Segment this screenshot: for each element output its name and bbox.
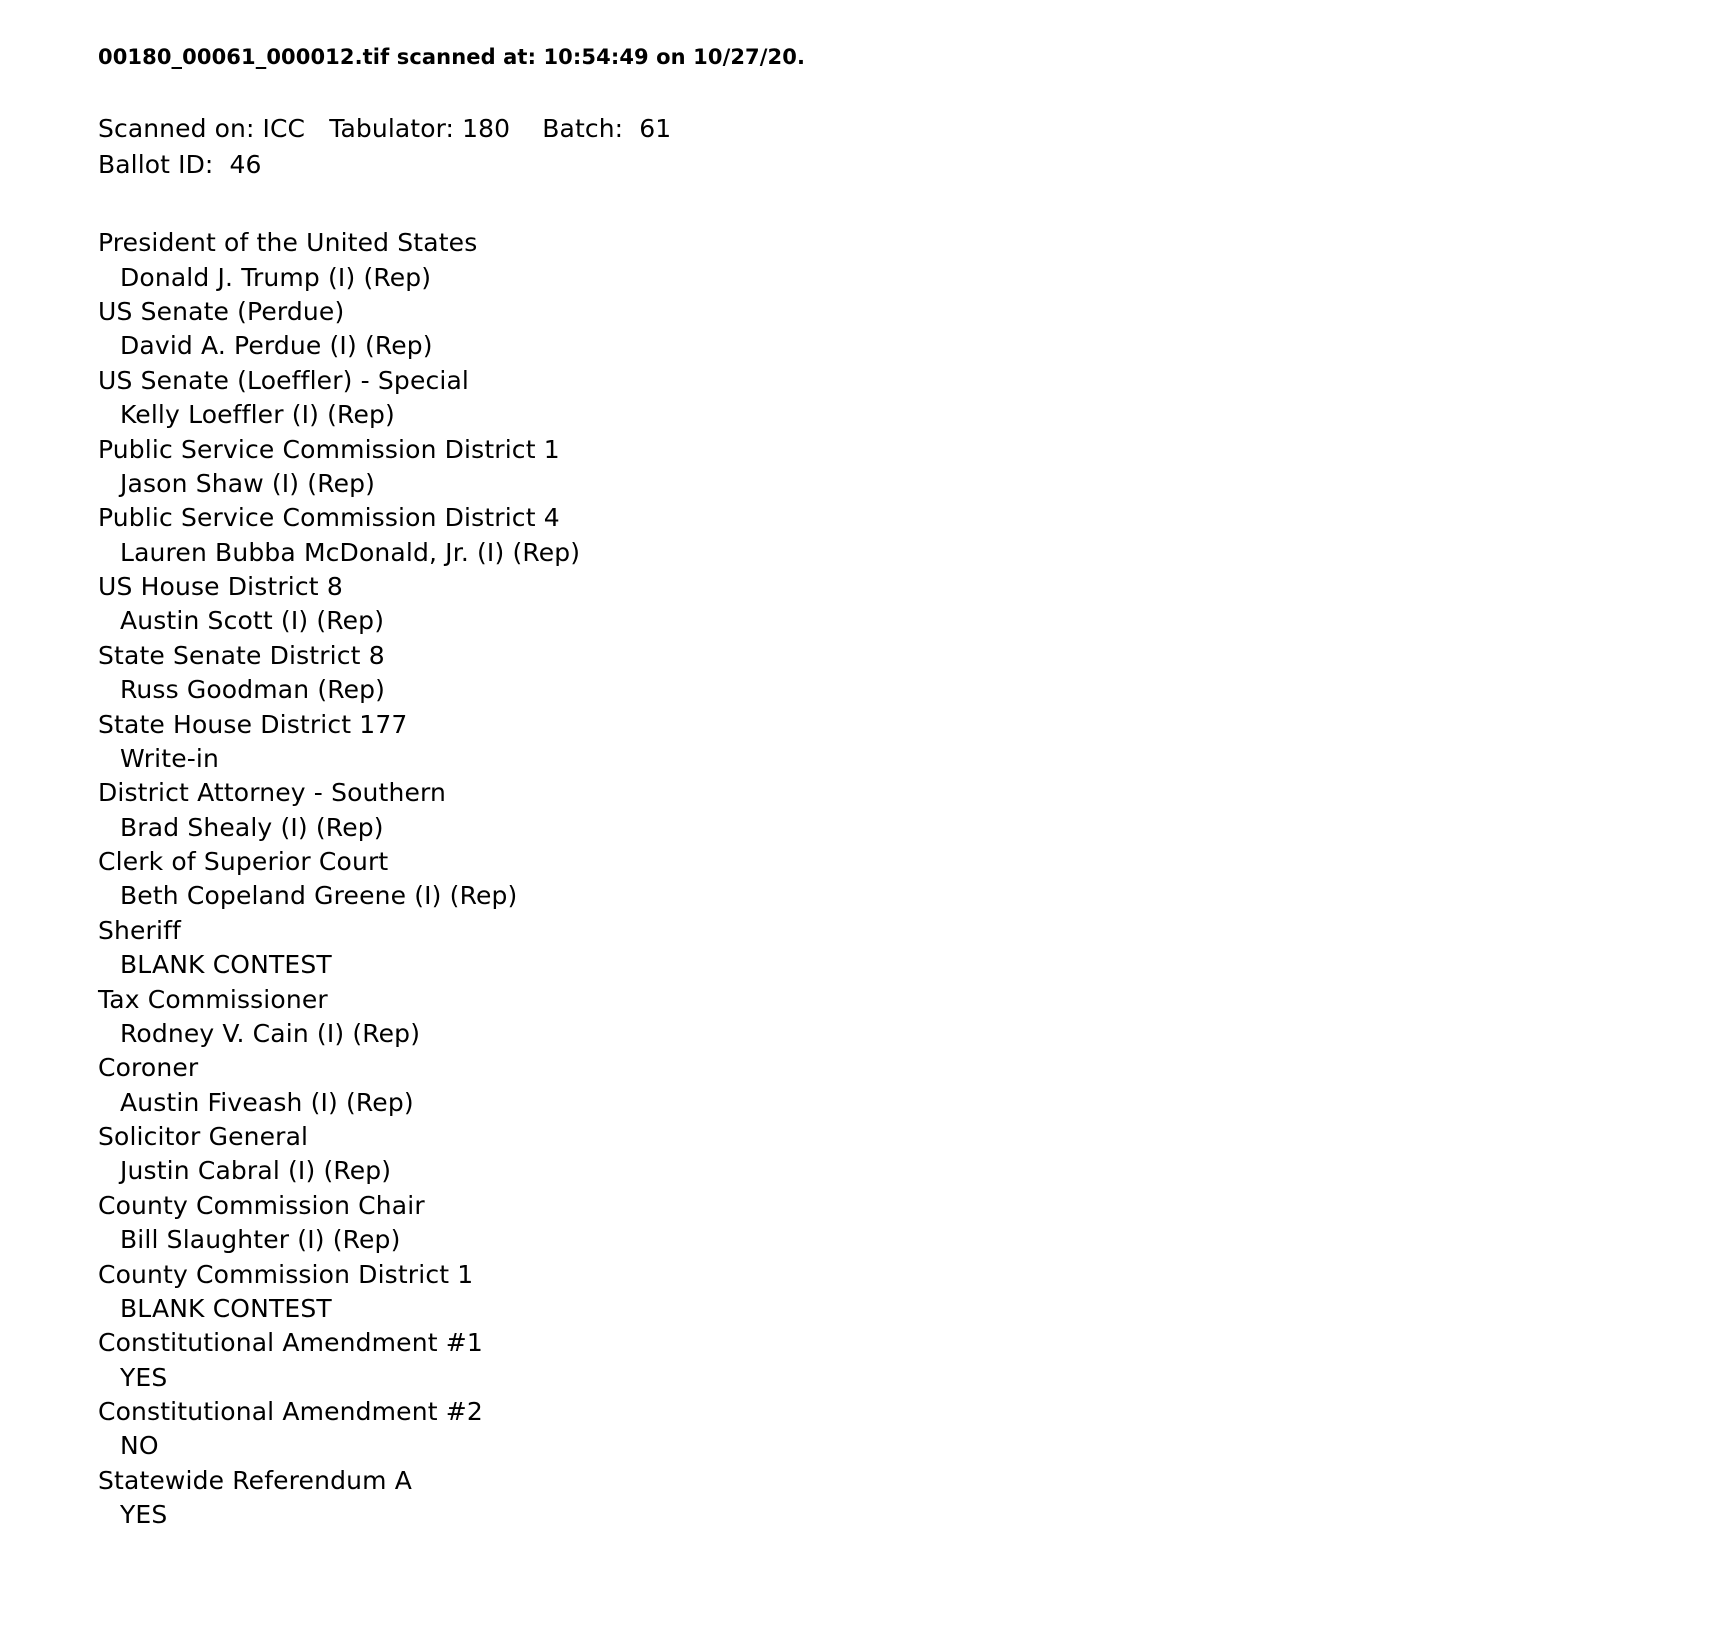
contest-title: District Attorney - Southern — [98, 778, 446, 808]
contest-item — [98, 1120, 1712, 1189]
contest-choice: Lauren Bubba McDonald, Jr. (I) (Rep) — [120, 537, 581, 567]
contest-choice: Jason Shaw (I) (Rep) — [120, 468, 376, 498]
contest-choice: Rodney V. Cain (I) (Rep) — [120, 1018, 421, 1048]
contest-choice: YES — [120, 1500, 168, 1530]
contest-item — [98, 845, 1712, 914]
contest-title: Tax Commissioner — [98, 984, 328, 1014]
scan-metadata — [98, 111, 1712, 182]
scan-header-line: 00180_00061_000012.tif scanned at: 10:54:49 on 10/27/20. — [98, 45, 806, 69]
contest-choice: YES — [120, 1362, 168, 1392]
contest-choice: David A. Perdue (I) (Rep) — [120, 331, 433, 361]
contest-choice: NO — [120, 1431, 159, 1461]
contest-item — [98, 983, 1712, 1052]
contest-title: County Commission District 1 — [98, 1259, 474, 1289]
contest-choice: Donald J. Trump (I) (Rep) — [120, 262, 432, 292]
contest-choice: Brad Shealy (I) (Rep) — [120, 812, 384, 842]
contest-title: US Senate (Perdue) — [98, 297, 345, 327]
contest-title: US Senate (Loeffler) - Special — [98, 365, 470, 395]
contest-title: Constitutional Amendment #2 — [98, 1397, 483, 1427]
scan-metadata-line-ballot-id: Ballot ID: 46 — [98, 149, 262, 179]
contest-item — [98, 1326, 1712, 1395]
contest-item — [98, 1395, 1712, 1464]
contest-title: Solicitor General — [98, 1122, 309, 1152]
contest-item — [98, 914, 1712, 983]
contest-item — [98, 364, 1712, 433]
contest-item — [98, 776, 1712, 845]
contest-choice: BLANK CONTEST — [120, 950, 332, 980]
contest-title: Coroner — [98, 1053, 199, 1083]
contest-item — [98, 501, 1712, 570]
contest-item — [98, 570, 1712, 639]
contest-choice: BLANK CONTEST — [120, 1293, 332, 1323]
contest-title: State House District 177 — [98, 709, 408, 739]
contest-title: Public Service Commission District 1 — [98, 434, 560, 464]
contest-choice: Kelly Loeffler (I) (Rep) — [120, 400, 395, 430]
contest-title: Public Service Commission District 4 — [98, 503, 560, 533]
contest-title: Statewide Referendum A — [98, 1465, 412, 1495]
contest-item — [98, 433, 1712, 502]
contest-title: US House District 8 — [98, 572, 343, 602]
contest-choice: Beth Copeland Greene (I) (Rep) — [120, 881, 518, 911]
contest-title: County Commission Chair — [98, 1190, 425, 1220]
contest-item — [98, 1258, 1712, 1327]
contest-title: Sheriff — [98, 915, 181, 945]
contest-item — [98, 1051, 1712, 1120]
contest-choice: Russ Goodman (Rep) — [120, 675, 386, 705]
contest-choice: Justin Cabral (I) (Rep) — [120, 1156, 392, 1186]
contest-title: State Senate District 8 — [98, 640, 385, 670]
contest-choice: Write-in — [120, 743, 220, 773]
contest-item — [98, 295, 1712, 364]
contest-choice: Austin Fiveash (I) (Rep) — [120, 1087, 414, 1117]
contest-item — [98, 708, 1712, 777]
contest-title: Clerk of Superior Court — [98, 847, 389, 877]
contest-choice: Bill Slaughter (I) (Rep) — [120, 1225, 401, 1255]
contest-title: President of the United States — [98, 228, 478, 258]
contest-list — [98, 226, 1712, 1532]
contest-item — [98, 1189, 1712, 1258]
contest-title: Constitutional Amendment #1 — [98, 1328, 483, 1358]
contest-choice: Austin Scott (I) (Rep) — [120, 606, 385, 636]
contest-item — [98, 639, 1712, 708]
contest-item — [98, 226, 1712, 295]
scan-metadata-line-tabulator: Scanned on: ICC Tabulator: 180 Batch: 61 — [98, 114, 672, 144]
contest-item — [98, 1464, 1712, 1533]
